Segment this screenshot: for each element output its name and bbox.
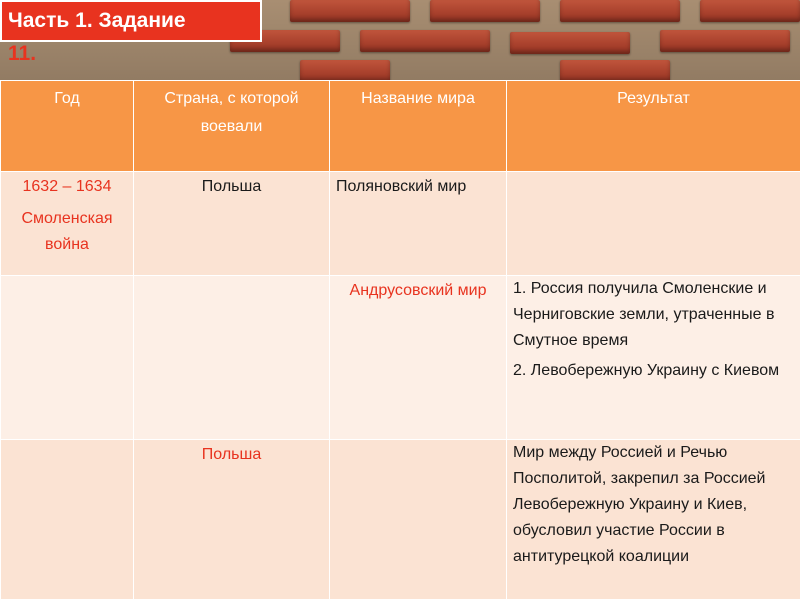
header-result: Результат [507,81,800,172]
brick [300,60,390,82]
cell-year: 1632 – 1634 Смоленская война [1,172,134,276]
table-row [1,276,800,440]
brick [660,30,790,52]
cell-country [134,276,330,440]
cell-peace [330,440,507,600]
cell-peace: Андрусовский мир [330,276,507,440]
peace-treaties-table [0,80,800,600]
cell-year [1,440,134,600]
cell-result [507,172,800,276]
cell-peace: Поляновский мир [330,172,507,276]
table-header-row [1,81,800,172]
header-year: Год [1,81,134,172]
brick [560,0,680,22]
brick [430,0,540,22]
slide-title [0,0,262,42]
table-row [1,172,800,276]
slide-title-text: Часть 1. Задание [8,9,186,32]
cell-country: Польша [134,440,330,600]
brick [560,60,670,82]
war-name: Смоленская война [21,210,113,253]
slide-title-number: 11. [8,42,37,65]
header-country: Страна, с которой воевали [134,81,330,172]
cell-country: Польша [134,172,330,276]
header-peace: Название мира [330,81,507,172]
cell-result: Мир между Россией и Речью Посполитой, закрепил за Россией Левобережную Украину и Киев, обусловил участие России в антитурецкой коалиции [507,440,800,600]
table-row [1,440,800,600]
brick [360,30,490,52]
cell-year [1,276,134,440]
brick [700,0,800,22]
brick [290,0,410,22]
cell-result: 1. Россия получила Смоленские и Черниговские земли, утраченные в Смутное время 2. Левобережную Украину с Киевом [507,276,800,440]
brick [510,32,630,54]
